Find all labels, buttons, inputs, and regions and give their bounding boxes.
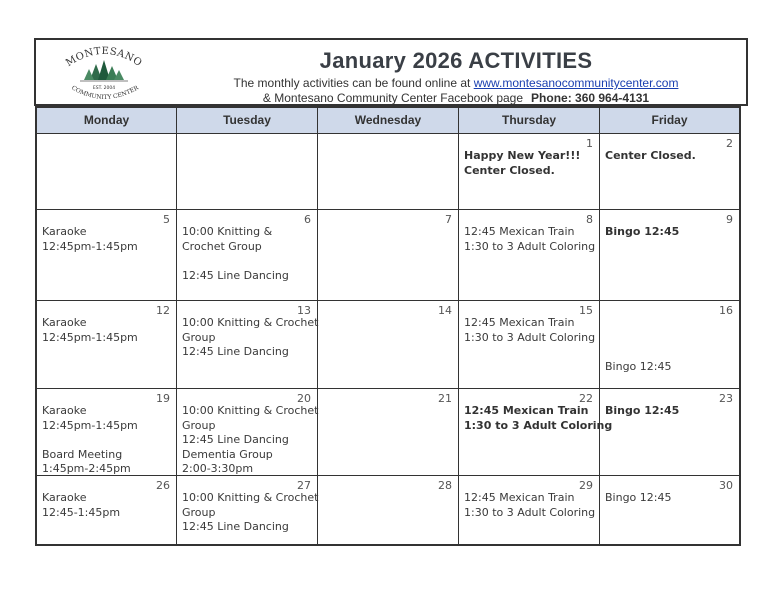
event-text: 12:45 Mexican Train	[464, 404, 589, 417]
event-text: Crochet Group	[182, 239, 262, 253]
day-cell	[177, 389, 318, 476]
day-number: 15	[579, 304, 593, 317]
event-text: Group	[182, 330, 216, 344]
day-number: 27	[297, 479, 311, 492]
day-header-wednesday: Wednesday	[318, 108, 459, 134]
event-text: 12:45-1:45pm	[42, 505, 121, 519]
day-number: 7	[445, 213, 452, 226]
day-cell	[459, 301, 600, 389]
day-cell	[600, 301, 739, 389]
day-header-tuesday: Tuesday	[177, 108, 318, 134]
day-number: 20	[297, 392, 311, 405]
event-text: Karaoke	[42, 225, 87, 238]
logo-bottom-text: COMMUNITY CENTER	[70, 84, 140, 102]
event-text: Group	[182, 418, 216, 432]
day-cell	[37, 134, 177, 210]
day-number: 30	[719, 479, 733, 492]
facebook-info	[186, 91, 726, 105]
day-cell	[177, 134, 318, 210]
day-cell	[459, 389, 613, 476]
event-text: 1:30 to 3 Adult Coloring	[464, 418, 613, 432]
day-cell	[459, 476, 600, 544]
calendar-grid	[35, 106, 741, 546]
event-text: Bingo 12:45	[605, 491, 672, 504]
day-cell	[318, 476, 459, 544]
day-cell	[600, 210, 739, 301]
event-text: Karaoke	[42, 491, 87, 504]
event-text: 12:45 Line Dancing	[182, 345, 289, 358]
day-number: 9	[726, 213, 733, 226]
day-cell	[459, 134, 600, 210]
day-cell	[37, 476, 177, 544]
event-text: 2:00-3:30pm	[182, 462, 254, 475]
day-number: 22	[579, 392, 593, 405]
day-number: 13	[297, 304, 311, 317]
day-cell	[600, 389, 739, 476]
event-text: Karaoke	[42, 404, 87, 417]
day-number: 12	[156, 304, 170, 317]
day-number: 26	[156, 479, 170, 492]
day-number: 14	[438, 304, 452, 317]
phone-number: Phone: 360 964-4131	[531, 91, 650, 105]
logo-graphic	[56, 44, 152, 106]
day-header-friday: Friday	[600, 108, 739, 134]
facebook-text: & Montesano Community Center Facebook page	[262, 91, 524, 105]
event-text: Dementia Group	[182, 447, 273, 461]
day-header-monday: Monday	[37, 108, 177, 134]
event-text: 12:45pm-1:45pm	[42, 239, 138, 253]
event-text: 12:45 Mexican Train	[464, 491, 575, 504]
event-text: 12:45 Line Dancing	[182, 520, 289, 533]
day-cell	[318, 134, 459, 210]
event-text: 12:45 Line Dancing	[182, 433, 289, 446]
event-text: 12:45pm-1:45pm	[42, 330, 138, 344]
day-number: 5	[163, 213, 170, 226]
event-text: 1:30 to 3 Adult Coloring	[464, 505, 596, 519]
event-text: 1:30 to 3 Adult Coloring	[464, 330, 596, 344]
day-cell	[37, 210, 177, 301]
day-number: 6	[304, 213, 311, 226]
day-number: 28	[438, 479, 452, 492]
day-cell	[459, 210, 600, 301]
day-cell	[177, 210, 318, 301]
event-text: Center Closed.	[464, 163, 555, 177]
day-cell	[318, 389, 459, 476]
event-text: 10:00 Knitting & Crochet	[182, 491, 319, 504]
day-cell	[318, 210, 459, 301]
day-number: 1	[586, 137, 593, 150]
day-number: 21	[438, 392, 452, 405]
montesano-logo	[56, 44, 152, 106]
event-text: Bingo 12:45	[605, 225, 680, 238]
event-text: 12:45 Mexican Train	[464, 225, 575, 238]
event-text: 10:00 Knitting & Crochet	[182, 404, 319, 417]
event-text: 10:00 Knitting & Crochet	[182, 316, 319, 329]
event-text: Group	[182, 505, 216, 519]
day-number: 29	[579, 479, 593, 492]
day-cell	[600, 476, 739, 544]
event-text: Bingo 12:45	[605, 404, 680, 417]
day-number: 2	[726, 137, 733, 150]
day-cell	[177, 476, 318, 544]
day-cell	[37, 301, 177, 389]
day-header-thursday: Thursday	[459, 108, 600, 134]
day-cell	[177, 301, 318, 389]
logo-top-text: MONTESANO	[64, 45, 144, 70]
online-info-text: The monthly activities can be found online at	[233, 76, 474, 90]
day-cell	[37, 389, 177, 476]
calendar-header	[34, 38, 748, 106]
event-text: 12:45 Line Dancing	[182, 268, 289, 282]
day-cell	[318, 301, 459, 389]
website-link[interactable]: www.montesanocommunitycenter.com	[473, 76, 679, 90]
page-title: January 2026 ACTIVITIES	[319, 48, 593, 73]
event-text: 12:45pm-1:45pm	[42, 418, 138, 432]
online-info	[186, 76, 726, 90]
event-text: Board Meeting	[42, 447, 123, 461]
day-number: 8	[586, 213, 593, 226]
day-cell	[600, 134, 739, 210]
event-text: 1:30 to 3 Adult Coloring	[464, 239, 596, 253]
event-text: 1:45pm-2:45pm	[42, 462, 131, 475]
day-number: 16	[719, 304, 733, 317]
logo-est-text: EST. 2004	[92, 86, 116, 91]
event-text: Happy New Year!!!	[464, 149, 581, 162]
event-text: 10:00 Knitting &	[182, 225, 273, 238]
day-number: 19	[156, 392, 170, 405]
day-number: 23	[719, 392, 733, 405]
event-text: Bingo 12:45	[605, 359, 672, 373]
event-text: 12:45 Mexican Train	[464, 316, 575, 329]
event-text: Karaoke	[42, 316, 87, 329]
event-text: Center Closed.	[605, 149, 696, 162]
